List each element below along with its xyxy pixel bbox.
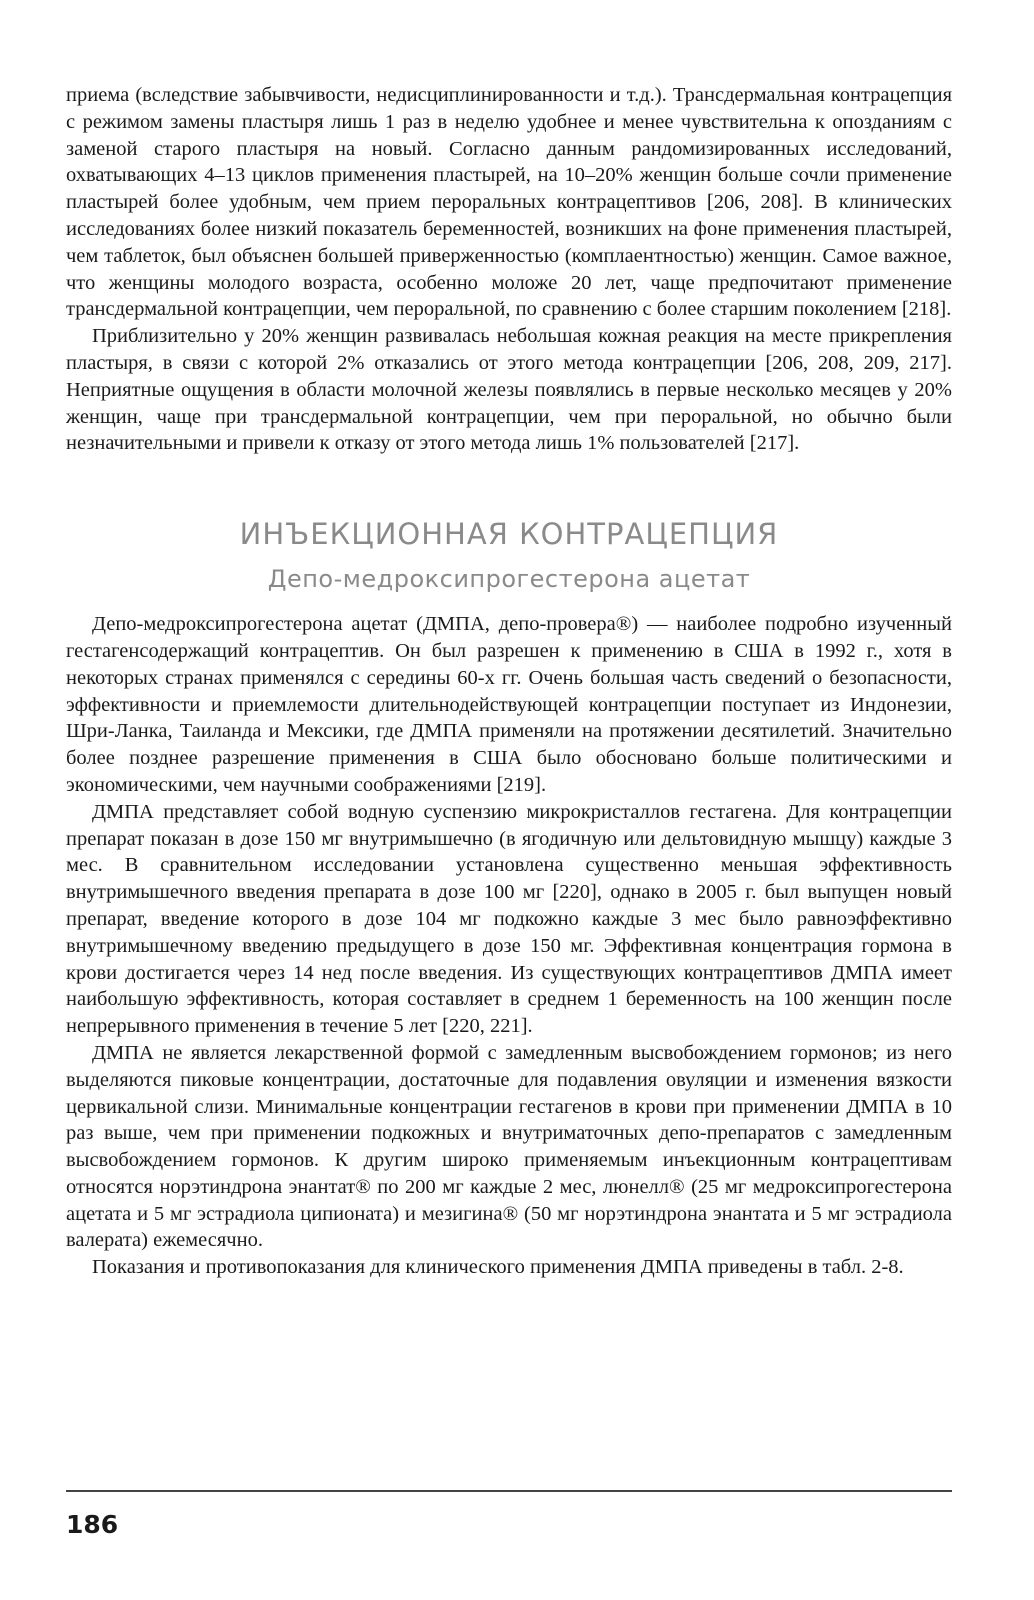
paragraph: ДМПА не является лекарственной формой с замедленным высвобождением гормонов; из него выделяются пиковые концентрации, достаточные для подавления овуляции и изменения вязкости цервикальной слизи. Минимальные концентрации гестагенов в крови при применении ДМПА в 10 раз выше, чем при применении подкожных и внутриматочных депо-препаратов с замедленным высвобождением гормонов. К другим широко применяемым инъекционным контрацептивам относятся норэтиндрона энантат® по 200 мг каждые 2 мес, люнелл® (25 мг медроксипрогестерона ацетата и 5 мг эстрадиола ципионата) и мезигина® (50 мг норэтиндрона энантата и 5 мг эстрадиола валерата) ежемесячно.	[66, 1041, 952, 1252]
paragraph: Показания и противопоказания для клинического применения ДМПА приведены в табл. 2-8.	[92, 1256, 904, 1279]
paragraph: приема (вследствие забывчивости, недисциплинированности и т.д.). Трансдермальная контрацепция с режимом замены пластыря лишь 1 раз в неделю удобнее и менее чувствительна к опозданиям с заменой старого пластыря на новый. Согласно данным рандомизированных исследований, охватывающих 4–13 циклов применения пластырей, на 10–20% женщин больше сочли применение пластырей более удобным, чем прием пероральных контрацептивов [206, 208]. В клинических исследованиях более низкий показатель беременностей, возникших на фоне применения пластырей, чем таблеток, был объяснен большей приверженностью (комплаентностью) женщин. Самое важное, что женщины молодого возраста, особенно моложе 20 лет, чаще предпочитают применение трансдермальной контрацепции, чем пероральной, по сравнению с более старшим поколением [218].	[66, 84, 952, 321]
page-number: 186	[66, 1510, 119, 1539]
paragraph: ДМПА представляет собой водную суспензию микрокристаллов гестагена. Для контрацепции препарат показан в дозе 150 мг внутримышечно (в ягодичную или дельтовидную мышцу) каждые 3 мес. В сравнительном исследовании установлена существенно меньшая эффективность внутримышечного введения препарата в дозе 100 мг [220], однако в 2005 г. был выпущен новый препарат, введение которого в дозе 104 мг подкожно каждые 3 мес было равноэффективно внутримышечному введению предыдущего в дозе 150 мг. Эффективная концентрация гормона в крови достигается через 14 нед после введения. Из существующих контрацептивов ДМПА имеет наибольшую эффективность, которая составляет в среднем 1 беременность на 100 женщин после непрерывного применения в течение 5 лет [220, 221].	[66, 800, 952, 1038]
paragraph: Приблизительно у 20% женщин развивалась небольшая кожная реакция на месте прикрепления пластыря, в связи с которой 2% отказались от этого метода контрацепции [206, 208, 209, 217]. Неприятные ощущения в области молочной железы появлялись в первые несколько месяцев у 20% женщин, чаще при трансдермальной контрацепции, чем при пероральной, но обычно были незначительными и привели к отказу от этого метода лишь 1% пользователей [217].	[66, 325, 952, 455]
page-content	[66, 82, 952, 1281]
footer-divider	[66, 1490, 952, 1492]
section-title: ИНЪЕКЦИОННАЯ КОНТРАЦЕПЦИЯ	[239, 517, 779, 552]
paragraph: Депо-медроксипрогестерона ацетат (ДМПА, депо-провера®) — наиболее подробно изученный гестагенсодержащий контрацептив. Он был разрешен к применению в США в 1992 г., хотя в некоторых странах применялся с середины 60-х гг. Очень большая часть сведений о безопасности, эффективности и приемлемости длительнодействующей контрацепции поступает из Индонезии, Шри-Ланка, Таиланда и Мексики, где ДМПА применяли на протяжении десятилетий. Значительно более позднее разрешение применения в США было обосновано больше политическими и экономическими, чем научными соображениями [219].	[66, 613, 952, 796]
subsection-title: Депо-медроксипрогестерона ацетат	[267, 565, 751, 594]
